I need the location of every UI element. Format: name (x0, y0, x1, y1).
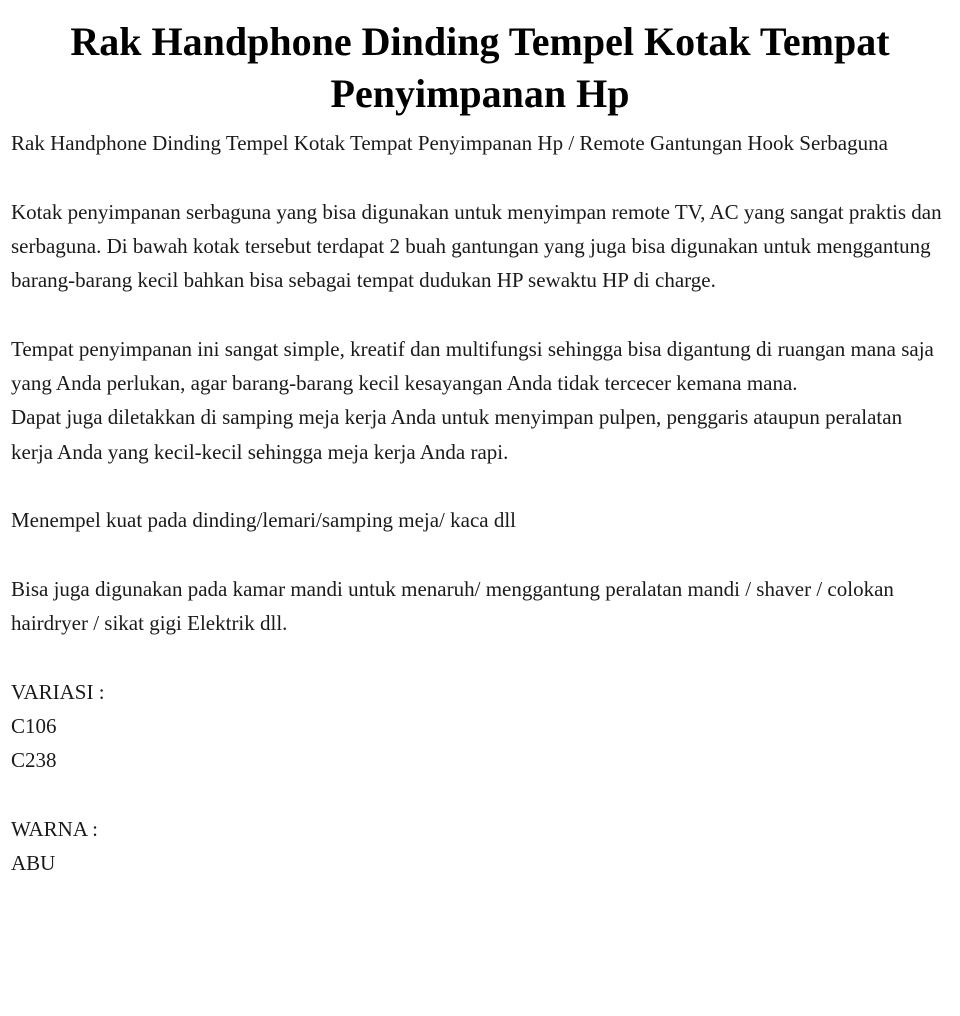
paragraph-gap (11, 538, 949, 572)
description-paragraph: Bisa juga digunakan pada kamar mandi untuk menaruh/ menggantung peralatan mandi / shaver / colokan hairdryer / sikat gigi Elektrik dll. (11, 576, 894, 636)
product-page (0, 16, 960, 881)
description-intro: Rak Handphone Dinding Tempel Kotak Tempat Penyimpanan Hp / Remote Gantungan Hook Serbaguna (11, 131, 888, 155)
description-paragraph: Tempat penyimpanan ini sangat simple, kreatif dan multifungsi sehingga bisa digantung di ruangan mana saja yang Anda perlukan, agar barang-barang kecil kesayangan Anda tidak tercecer kemana mana. (11, 336, 934, 396)
description-paragraph: Kotak penyimpanan serbaguna yang bisa digunakan untuk menyimpan remote TV, AC yang sangat praktis dan serbaguna. Di bawah kotak tersebut terdapat 2 buah gantungan yang juga bisa digunakan untuk menggantung barang-barang kecil bahkan bisa sebagai tempat dudukan HP sewaktu HP di charge. (11, 199, 942, 293)
paragraph-gap (11, 160, 949, 194)
paragraph-gap (11, 469, 949, 503)
product-description (11, 126, 949, 881)
description-paragraph: Menempel kuat pada dinding/lemari/samping meja/ kaca dll (11, 508, 517, 533)
product-title: Rak Handphone Dinding Tempel Kotak Tempat Penyimpanan Hp (70, 19, 890, 116)
variasi-label: VARIASI : (11, 679, 105, 704)
variasi-option: C238 (11, 748, 57, 773)
description-paragraph: Dapat juga diletakkan di samping meja kerja Anda untuk menyimpan pulpen, penggaris ataupun peralatan kerja Anda yang kecil-kecil sehingga meja kerja Anda rapi. (11, 405, 903, 464)
paragraph-gap (11, 640, 949, 674)
paragraph-gap (11, 778, 949, 812)
paragraph-gap (11, 297, 949, 331)
warna-label: WARNA : (11, 816, 98, 841)
variasi-option: C106 (11, 714, 57, 739)
warna-option: ABU (11, 851, 56, 876)
